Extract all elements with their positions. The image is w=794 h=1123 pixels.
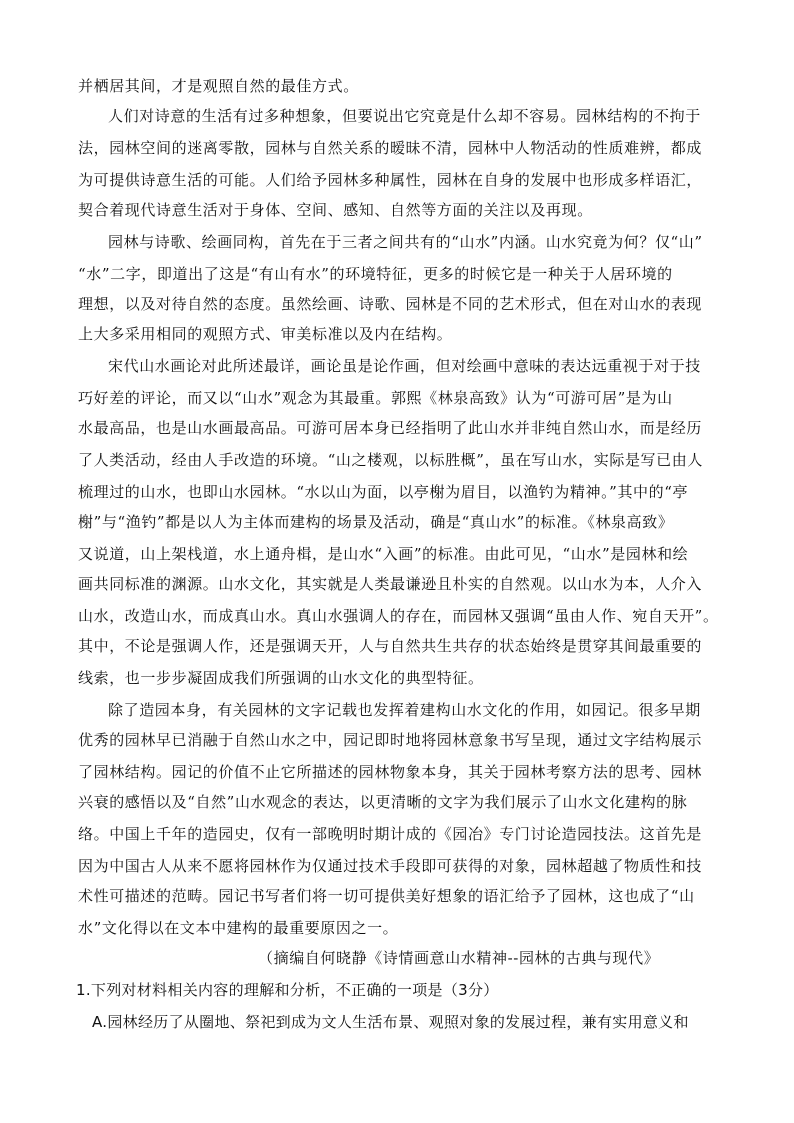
text-line: 又说道，山上架栈道，水上通舟楫，是山水“入画”的标准。由此可见，“山水”是园林和绘 [78,545,689,563]
text-line: 榭”与“渔钓”都是以人为主体而建构的场景及活动，确是“真山水”的标准。《林泉高致》 [78,513,674,531]
text-line: 法，园林空间的迷离零散，园林与自然关系的暧昧不清，园林中人物活动的性质难辨，都成 [78,139,703,157]
question-stem: 1.下列对材料相关内容的理解和分析，不正确的一项是（3分） [76,981,499,999]
text-line: 了人类活动，经由人手改造的环境。“山之楼观，以标胜概”，虽在写山水，实际是写已由人 [78,451,703,469]
question-option-a: A.园林经历了从圈地、祭祀到成为文人生活布景、观照对象的发展过程，兼有实用意义和 [92,1013,689,1031]
text-line: 契合着现代诗意生活对于身体、空间、感知、自然等方面的关注以及再现。 [78,201,593,219]
paragraph-start: 人们对诗意的生活有过多种想象，但要说出它究竟是什么却不容易。园林结构的不拘于 [108,107,701,125]
text-line: 线索，也一步步凝固成我们所强调的山水文化的典型特征。 [78,669,484,687]
paragraph-start: 宋代山水画论对此所述最详，画论虽是论作画，但对绘画中意味的表达远重视于对于技 [108,357,701,375]
text-line: 理想，以及对待自然的态度。虽然绘画、诗歌、园林是不同的艺术形式，但在对山水的表现 [78,295,703,313]
paragraph-start: 除了造园本身，有关园林的文字记载也发挥着建构山水文化的作用，如园记。很多早期 [108,701,701,719]
text-line: 因为中国古人从来不愿将园林作为仅通过技术手段即可获得的对象，园林超越了物质性和技 [78,857,703,875]
text-line: 络。中国上千年的造园史，仅有一部晚明时期计成的《园冶》专门讨论造园技法。这首先是 [78,825,703,843]
text-line: 为可提供诗意生活的可能。人们给予园林多种属性，园林在自身的发展中也形成多样语汇， [78,171,703,189]
text-line: 兴衰的感悟以及“自然”山水观念的表达，以更清晰的文字为我们展示了山水文化建构的脉 [78,793,688,811]
source-citation: （摘编自何晓静《诗情画意山水精神--园林的古典与现代》 [258,949,660,967]
text-line: 优秀的园林早已消融于自然山水之中，园记即时地将园林意象书写呈现，通过文字结构展示 [78,731,703,749]
text-line: 了园林结构。园记的价值不止它所描述的园林物象本身，其关于园林考察方法的思考、园林 [78,763,703,781]
paragraph-start: 园林与诗歌、绘画同构，首先在于三者之间共有的“山水”内涵。山水究竟为何？仅“山” [108,233,703,251]
text-line: 其中，不论是强调人作，还是强调天开，人与自然共生共存的状态始终是贯穿其间最重要的 [78,637,703,655]
text-line: 水最高品，也是山水画最高品。可游可居本身已经指明了此山水并非纯自然山水，而是经历 [78,419,703,437]
text-line: 梳理过的山水，也即山水园林。“水以山为面，以亭榭为眉目，以渔钓为精神。”其中的“亭 [78,483,689,501]
text-line: 上大多采用相同的观照方式、审美标准以及内在结构。 [78,325,453,343]
text-line: “水”二字，即道出了这是“有山有水”的环境特征，更多的时候它是一种关于人居环境的 [78,265,673,283]
text-line: 术性可描述的范畴。园记书写者们将一切可提供美好想象的语汇给予了园林，这也成了“山 [78,887,695,905]
text-line: 巧好差的评论，而又以“山水”观念为其最重。郭熙《林泉高致》认为“可游可居”是为山 [78,389,673,407]
text-line: 并栖居其间，才是观照自然的最佳方式。 [78,77,359,95]
text-line: 画共同标准的渊源。山水文化，其实就是人类最谦逊且朴实的自然观。以山水为本，人介入 [78,575,703,593]
text-line: 山水，改造山水，而成真山水。真山水强调人的存在，而园林又强调“虽由人作、宛自天开”。 [78,607,719,625]
text-line: 水”文化得以在文本中建构的最重要原因之一。 [78,919,399,937]
